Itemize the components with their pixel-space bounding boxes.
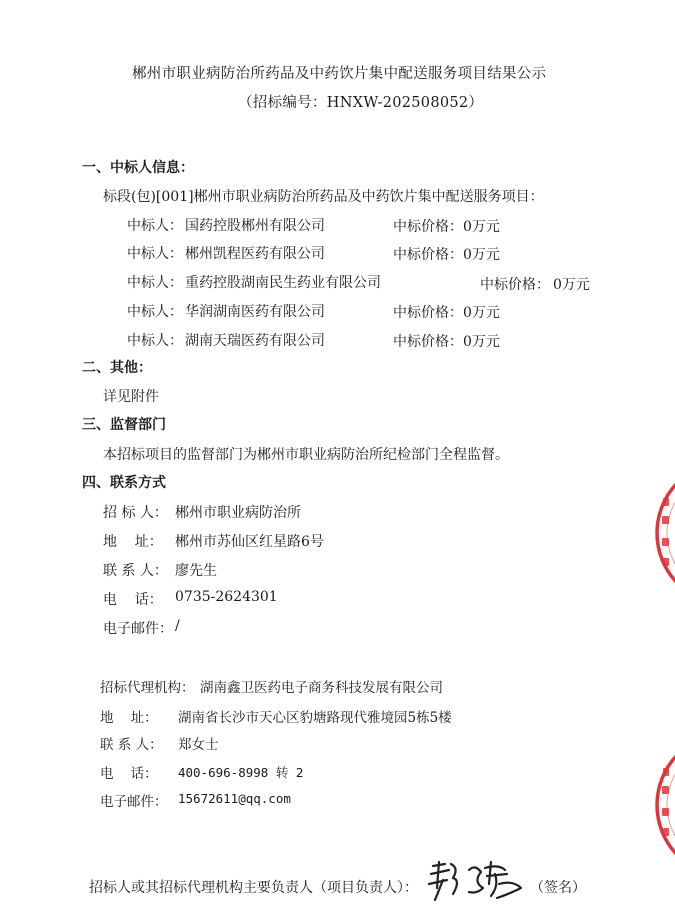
- official-seal-bottom: [651, 750, 675, 860]
- agency-contact-person: 郑女士: [178, 737, 219, 753]
- section-heading-contact: 四、联系方式: [82, 475, 166, 491]
- winner-label: 中标人：: [127, 218, 183, 234]
- handwritten-signature: [425, 854, 535, 906]
- agency-name: 湖南鑫卫医药电子商务科技发展有限公司: [200, 680, 443, 696]
- contact-label: 联 系 人：: [100, 737, 163, 753]
- winner-name: 华润湖南医药有限公司: [185, 304, 325, 320]
- tenderer-email: /: [175, 618, 180, 634]
- winner-price: 0万元: [553, 277, 590, 293]
- agency-address: 湖南省长沙市天心区豹塘路现代雅境园5栋5楼: [178, 710, 452, 726]
- winner-price: 0万元: [463, 334, 500, 350]
- other-text: 详见附件: [103, 389, 159, 405]
- bid-number: （招标编号：HNXW-202508052）: [238, 95, 484, 111]
- price-label: 中标价格：: [393, 219, 463, 235]
- price-label: 中标价格：: [393, 334, 463, 350]
- winner-label: 中标人：: [127, 333, 183, 349]
- official-seal-top: [651, 478, 675, 588]
- winner-label: 中标人：: [127, 275, 183, 291]
- tenderer-contact-person: 廖先生: [175, 563, 217, 579]
- tenderer-address: 郴州市苏仙区红星路6号: [175, 534, 324, 550]
- tenderer-phone: 0735-2624301: [175, 589, 278, 605]
- contact-label: 联 系 人：: [103, 563, 168, 579]
- signatory-label: 招标人或其招标代理机构主要负责人（项目负责人）：: [89, 880, 418, 896]
- agency-email: 15672611@qq.com: [178, 791, 291, 806]
- email-label: 电子邮件：: [103, 621, 173, 637]
- tenderer-name: 郴州市职业病防治所: [175, 505, 301, 521]
- phone-label: 电 话：: [103, 592, 163, 608]
- winner-name: 郴州凯程医药有限公司: [185, 246, 325, 262]
- winner-name: 国药控股郴州有限公司: [185, 218, 325, 234]
- section-heading-other: 二、其他：: [82, 360, 152, 376]
- section-heading-supervision: 三、监督部门: [82, 417, 166, 433]
- price-label: 中标价格：: [393, 305, 463, 321]
- winner-label: 中标人：: [127, 246, 183, 262]
- tenderer-label: 招 标 人：: [103, 505, 168, 521]
- supervision-text: 本招标项目的监督部门为郴州市职业病防治所纪检部门全程监督。: [103, 447, 509, 463]
- page-title: 郴州市职业病防治所药品及中药饮片集中配送服务项目结果公示: [132, 66, 547, 82]
- address-label: 地 址：: [103, 534, 163, 550]
- agency-label: 招标代理机构：: [100, 680, 195, 696]
- price-label: 中标价格：: [480, 277, 550, 293]
- sign-note: （签名）: [530, 880, 586, 896]
- winner-price: 0万元: [463, 247, 500, 263]
- winner-name: 湖南天瑞医药有限公司: [185, 333, 325, 349]
- section-heading-winners: 一、中标人信息：: [82, 160, 194, 176]
- phone-label: 电 话：: [100, 766, 158, 782]
- address-label: 地 址：: [100, 710, 158, 726]
- winner-price: 0万元: [463, 219, 500, 235]
- winner-name: 重药控股湖南民生药业有限公司: [185, 275, 381, 291]
- email-label: 电子邮件：: [100, 794, 168, 810]
- winner-label: 中标人：: [127, 304, 183, 320]
- lot-line: 标段(包)[001]郴州市职业病防治所药品及中药饮片集中配送服务项目：: [103, 189, 544, 205]
- agency-phone: 400-696-8998 转 2: [178, 765, 304, 780]
- winner-price: 0万元: [463, 305, 500, 321]
- price-label: 中标价格：: [393, 247, 463, 263]
